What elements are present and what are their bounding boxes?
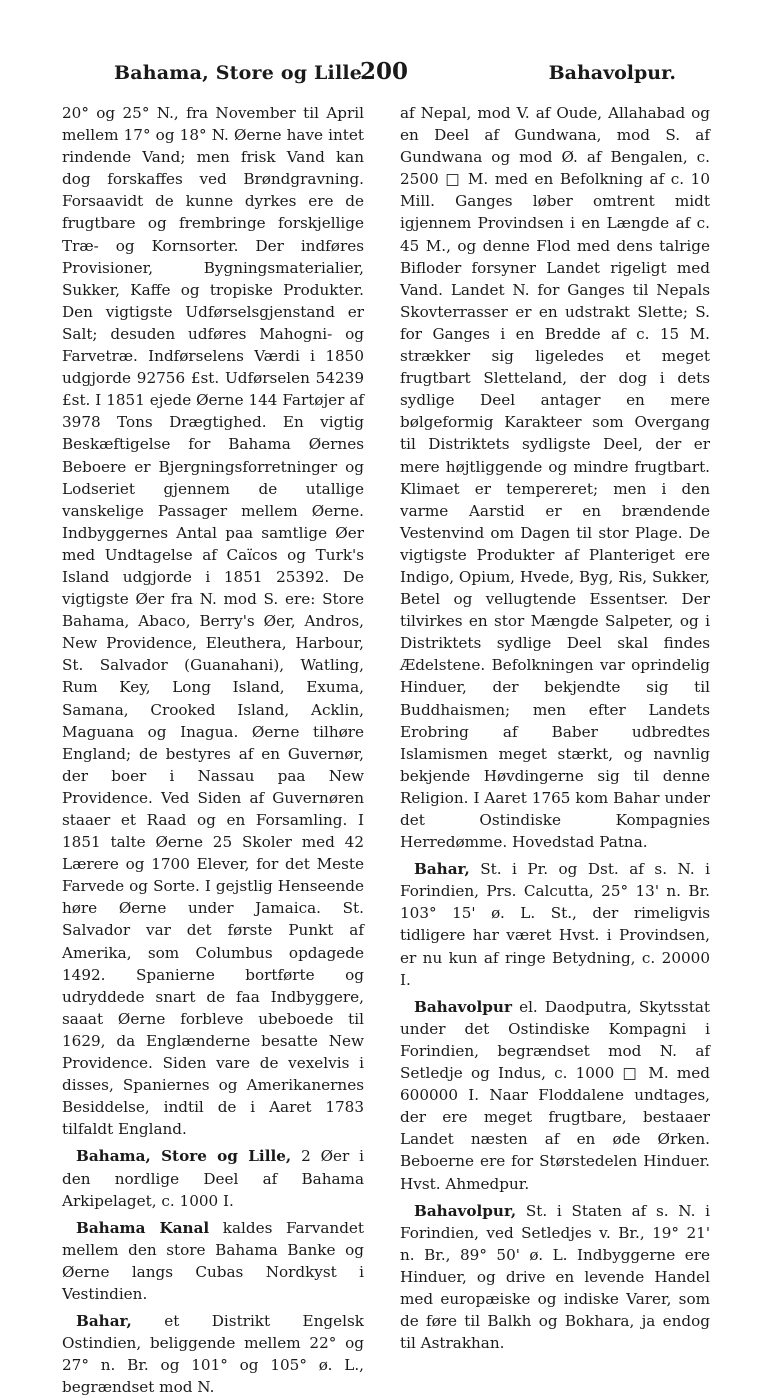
entry-headword: Bahavolpur, bbox=[414, 1201, 517, 1220]
entry-bahama-store-og-lille bbox=[62, 1145, 364, 1211]
entry-text: et Distrikt Engelsk Ostindien, beliggende mellem 22° og 27° n. Br. og 101° og 105° ø. L., begrændset mod N. bbox=[62, 1312, 364, 1397]
entry-text: kaldes Farvandet mellem den store Bahama Banke og Øerne langs Cubas Nordkyst i Vestindien. bbox=[62, 1218, 365, 1303]
entry-text: el. Daodputra, Skytsstat under det Ostindiske Kompagni i Forindien, begrændset mod N. af Setledje og Indus, c. 1000 □ M. med 600000 I. Naar Floddalene undtages, der ere meget frugtbare, bestaaer Landet næsten af en øde Ørken. Beboerne ere for Størstedelen Hinduer. Hvst. Ahmedpur. bbox=[400, 997, 710, 1193]
header-right-catchword: Bahavolpur. bbox=[548, 62, 676, 84]
entry-text: 2 Øer i den nordlige Deel af Bahama Arkipelaget, c. 1000 I. bbox=[62, 1147, 365, 1210]
entry-headword: Bahama, Store og Lille, bbox=[76, 1147, 292, 1166]
entry-headword: Bahar, bbox=[414, 860, 470, 879]
running-header bbox=[62, 58, 720, 94]
entry-bahama-continued bbox=[62, 102, 364, 1140]
entry-headword: Bahar, bbox=[76, 1312, 132, 1331]
entry-text: St. i Pr. og Dst. af s. N. i Forindien, Prs. Calcutta, 25° 13' n. Br. 103° 15' ø. L. St., der rimeligvis tidligere har været Hvst. i Provindsen, er nu kun af ringe Betydning, c. 20000 I. bbox=[400, 860, 710, 989]
entry-bahavolpur-town bbox=[400, 1200, 710, 1355]
entry-text: 20° og 25° N., fra November til April mellem 17° og 18° N. Øerne have intet rindende Vand; men frisk Vand kan dog forskaffes ved Brøndgravning. Forsaavidt de kunne dyrkes ere de frugtbare og frembringe forskjellige Træ- og Kornsorter. Der indføres Provisioner, Bygningsmaterialier, Sukker, Kaffe og tropiske Produkter. Den vigtigste Udførselsgjenstand er Salt; desuden udføres Mahogni- og Farvetræ. Indførselens Værdi i 1850 udgjorde 92756 £st. Udførselen 54239 £st. I 1851 ejede Øerne 144 Fartøjer af 3978 Tons Drægtighed. En vigtig Beskæftigelse for Bahama Øernes Beboere er Bjergningsforretninger og Lodseriet gjennem de utallige vanskelige Passager mellem Øerne. Indbyggernes Antal paa samtlige Øer med Undtagelse af Caïcos og Turk's Island udgjorde i 1851 25392. De vigtigste Øer fra N. mod S. ere: Store Bahama, Abaco, Berry's Øer, Andros, New Providence, Eleuthera, Harbour, St. Salvador (Guanahani), Watling, Rum Key, Long Island, Exuma, Samana, Crooked Island, Acklin, Maguana og Inagua. Øerne tilhøre England; de bestyres af en Guvernør, der boer i Nassau paa New Providence. Ved Siden af Guvernøren staaer et Raad og en Forsamling. I 1851 talte Øerne 25 Skoler med 42 Lærere og 1700 Elever, for det Meste Farvede og Sorte. I gejstlig Henseende høre Øerne under Jamaica. St. Salvador var det første Punkt af Amerika, som Columbus opdagede 1492. Spanierne bortførte og udryddede snart de faa Indbyggere, saaat Øerne forbleve ubeboede til 1629, da Englænderne besatte New Providence. Siden vare de vexelvis i disses, Spaniernes og Amerikanernes Besiddelse, indtil de i Aaret 1783 tilfaldt England. bbox=[62, 104, 364, 1139]
entry-headword: Bahavolpur bbox=[414, 997, 512, 1016]
left-column bbox=[62, 102, 364, 1398]
right-column bbox=[400, 102, 710, 1354]
entry-headword: Bahama Kanal bbox=[76, 1218, 210, 1237]
entry-bahar-continued bbox=[400, 102, 710, 853]
entry-bahavolpur-state bbox=[400, 996, 710, 1195]
entry-bahar-district bbox=[62, 1310, 364, 1398]
header-left-catchword: Bahama, Store og Lille. bbox=[114, 62, 369, 84]
entry-bahar-town bbox=[400, 858, 710, 991]
entry-text: St. i Staten af s. N. i Forindien, ved Setledjes v. Br., 19° 21' n. Br., 89° 50' ø. L. Indbyggerne ere Hinduer, og drive en levende Handel med europæiske og indiske Varer, som de føre til Balkh og Bokhara, ja endog til Astrakhan. bbox=[400, 1201, 710, 1353]
entry-text: af Nepal, mod V. af Oude, Allahabad og en Deel af Gundwana, mod S. af Gundwana og mod Ø. af Bengalen, c. 2500 □ M. med en Befolkning af c. 10 Mill. Ganges løber omtrent midt igjennem Provindsen i en Længde af c. 45 M., og denne Flod med dens talrige Bifloder forsyner Landet rigeligt med Vand. Landet N. for Ganges til Nepals Skovterrasser er en udstrakt Slette; S. for Ganges i en Bredde af c. 15 M. strækker sig ligeledes et meget frugtbart Sletteland, der dog i dets sydlige Deel antager en mere bølgeformig Karakteer som Overgang til Distriktets sydligste Deel, der er mere højtliggende og mindre frugtbart. Klimaet er tempereret; men i den varme Aarstid er en brændende Vestenvind om Dagen til stor Plage. De vigtigste Produkter af Planteriget ere Indigo, Opium, Hvede, Byg, Ris, Sukker, Betel og vellugtende Essentser. Der tilvirkes en stor Mængde Salpeter, og i Distriktets sydlige Deel skal findes Ædelstene. Befolkningen var oprindelig Hinduer, der bekjendte sig til Buddhaismen; men efter Landets Erobring af Baber udbredtes Islamismen meget stærkt, og navnlig bekjende Høvdingerne sig til denne Religion. I Aaret 1765 kom Bahar under det Ostindiske Kompagnies Herredømme. Hovedstad Patna. bbox=[400, 104, 710, 852]
page-number: 200 bbox=[360, 58, 409, 85]
